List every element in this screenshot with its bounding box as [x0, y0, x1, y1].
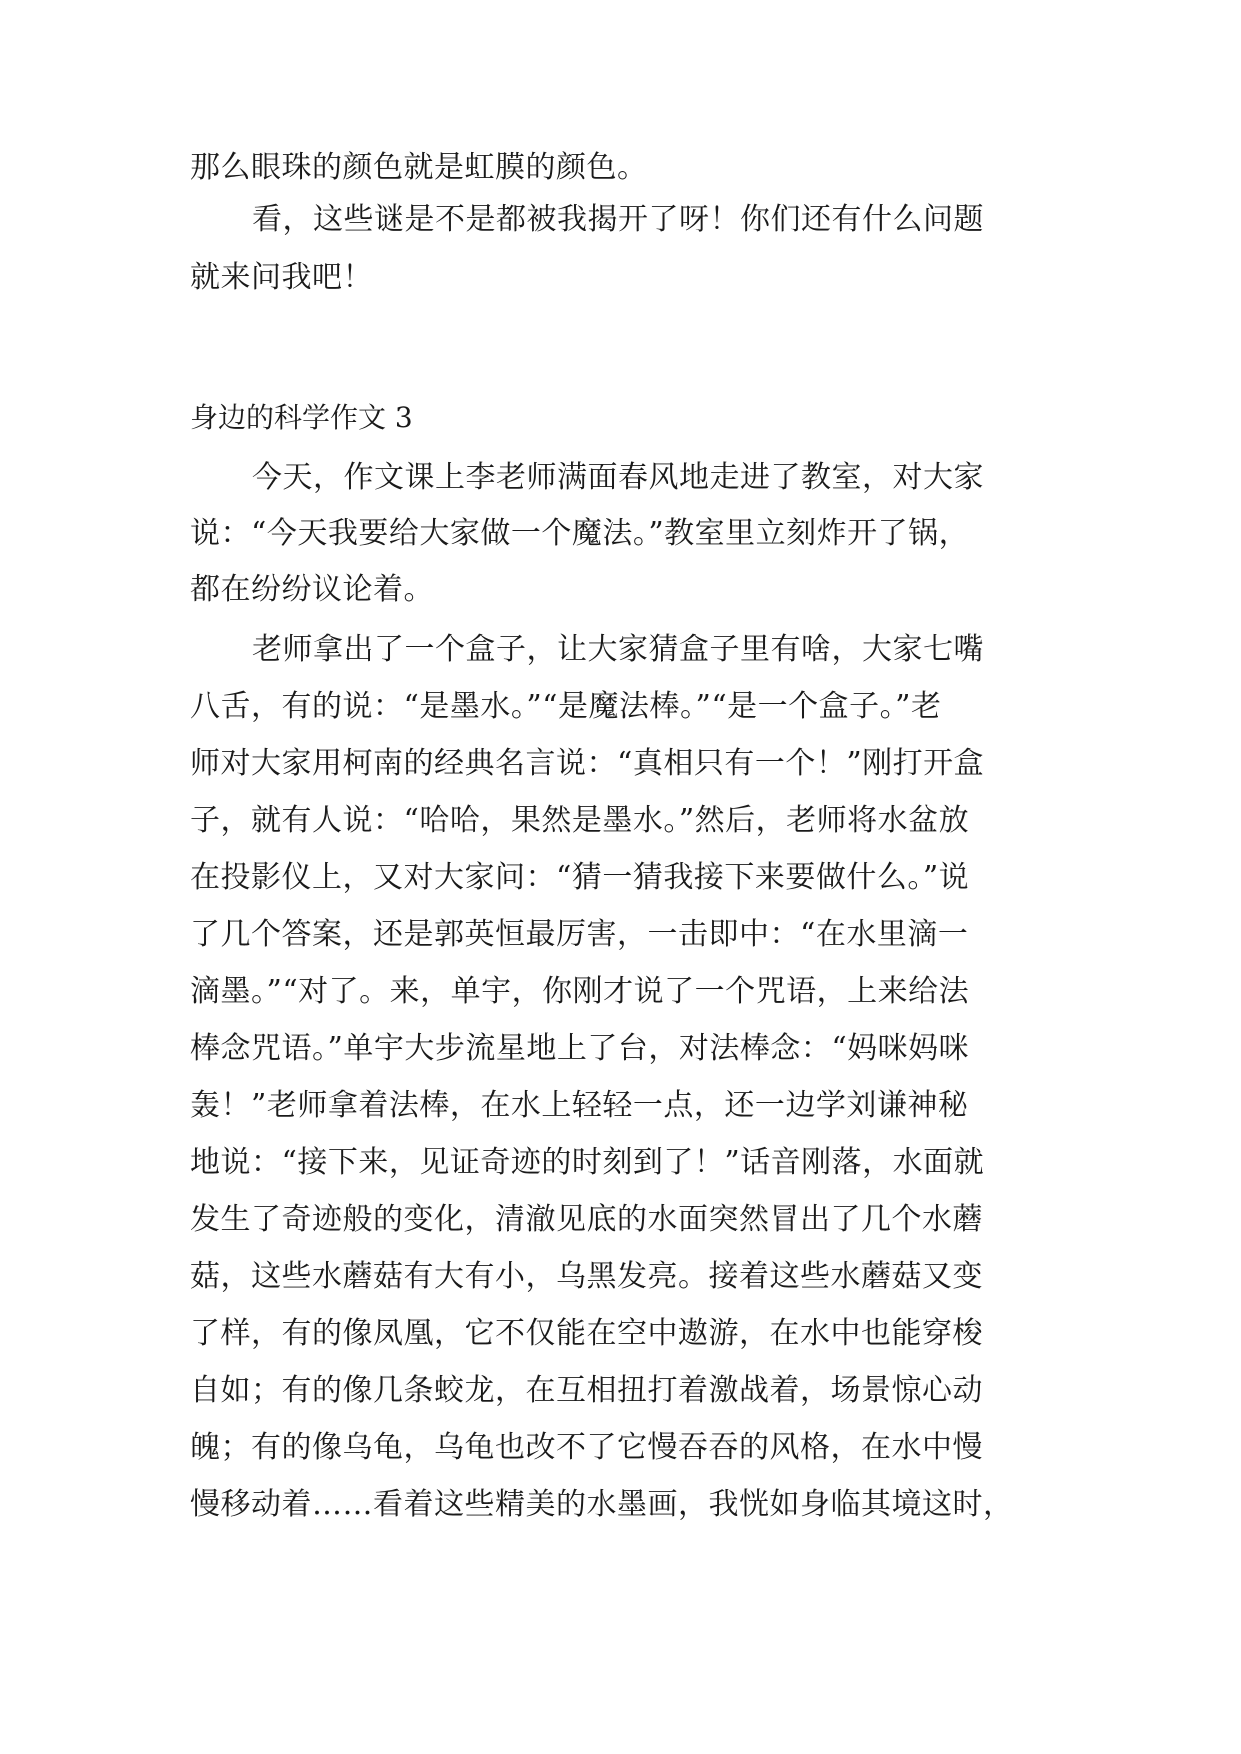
text-line: 地说：“接下来，见证奇迹的时刻到了！”话音刚落，水面就 [190, 1145, 985, 1180]
text-line: 魄；有的像乌龟，乌龟也改不了它慢吞吞的风格，在水中慢 [190, 1430, 983, 1465]
text-line: 说：“今天我要给大家做一个魔法。”教室里立刻炸开了锅， [190, 516, 970, 551]
text-line: 子，就有人说：“哈哈，果然是墨水。”然后，老师将水盆放 [190, 803, 970, 838]
text-line: 了几个答案，还是郭英恒最厉害，一击即中：“在水里滴一 [190, 917, 969, 952]
text-line: 发生了奇迹般的变化，清澈见底的水面突然冒出了几个水蘑 [190, 1202, 983, 1237]
text-line: 在投影仪上，又对大家问：“猜一猜我接下来要做什么。”说 [190, 860, 970, 895]
text-line: 慢移动着……看着这些精美的水墨画，我恍如身临其境这时， [190, 1487, 1014, 1522]
text-line: 了样，有的像凤凰，它不仅能在空中遨游，在水中也能穿梭 [190, 1316, 983, 1351]
text-line: 那么眼珠的颜色就是虹膜的颜色。 [190, 150, 648, 185]
text-line: 看，这些谜是不是都被我揭开了呀！你们还有什么问题 [252, 202, 984, 237]
text-line: 老师拿出了一个盒子，让大家猜盒子里有啥，大家七嘴 [252, 632, 984, 667]
text-line: 菇，这些水蘑菇有大有小，乌黑发亮。接着这些水蘑菇又变 [190, 1259, 983, 1294]
text-line: 师对大家用柯南的经典名言说：“真相只有一个！”刚打开盒 [190, 746, 985, 781]
text-line: 轰！”老师拿着法棒，在水上轻轻一点，还一边学刘谦神秘 [190, 1088, 969, 1123]
text-line: 八舌，有的说：“是墨水。”“是魔法棒。”“是一个盒子。”老 [190, 689, 942, 724]
text-line: 自如；有的像几条蛟龙，在互相扭打着激战着，场景惊心动 [190, 1373, 983, 1408]
text-line: 就来问我吧！ [190, 260, 373, 295]
text-line: 今天，作文课上李老师满面春风地走进了教室，对大家 [252, 460, 984, 495]
essay-title: 身边的科学作文 3 [190, 401, 413, 434]
text-line: 都在纷纷议论着。 [190, 572, 434, 607]
text-line: 棒念咒语。”单宇大步流星地上了台，对法棒念：“妈咪妈咪 [190, 1031, 970, 1066]
text-line: 滴墨。”“对了。来，单宇，你刚才说了一个咒语，上来给法 [190, 974, 970, 1009]
